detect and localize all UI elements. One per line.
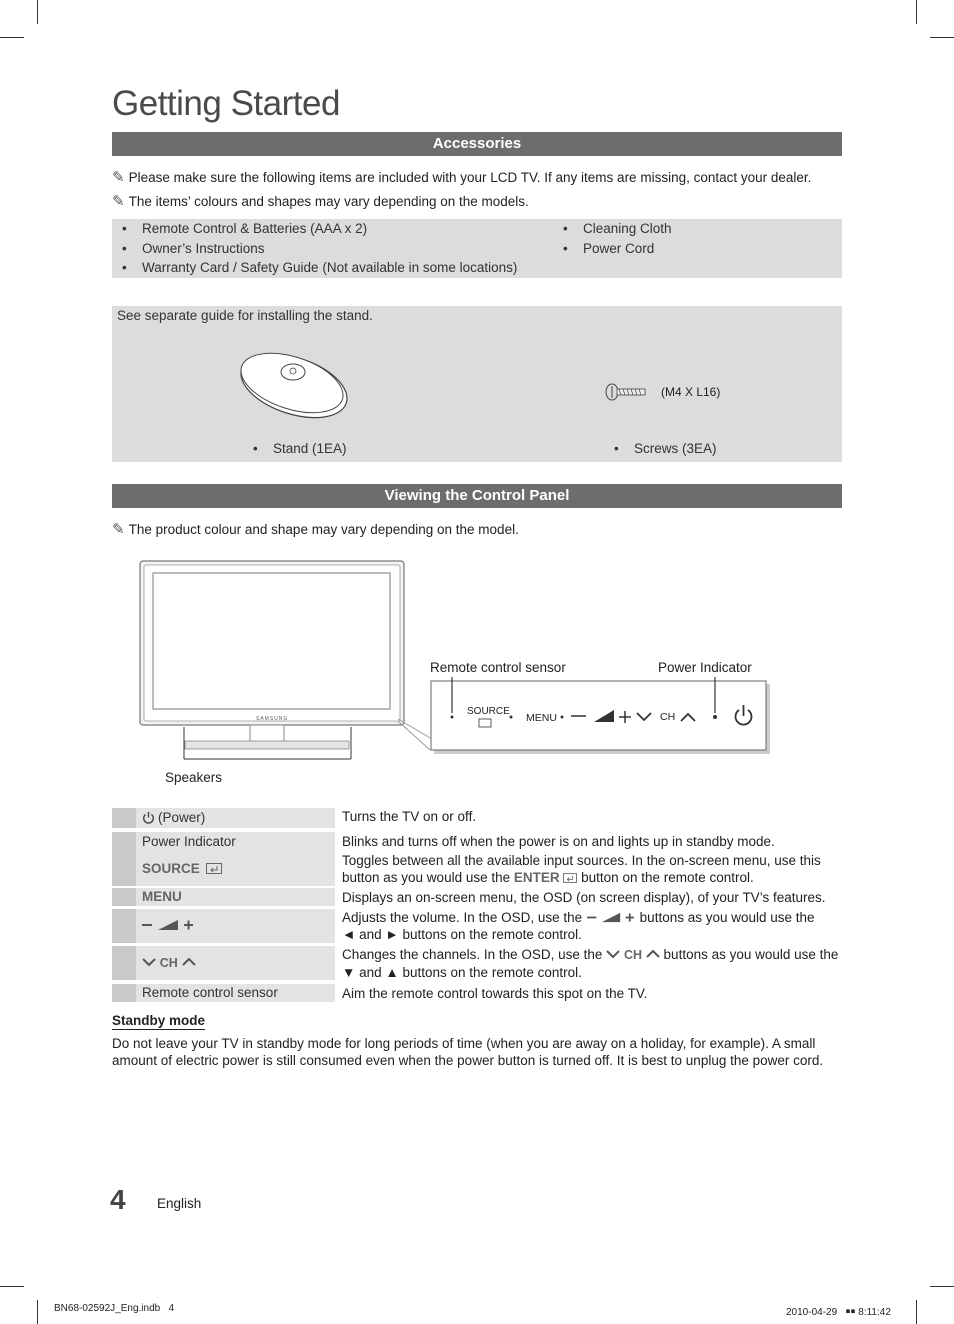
standby-text: Do not leave your TV in standby mode for long periods of time (when you are away on a holiday, for example). A small amount of electric power is still consumed even when the power button is turned off. It is best to unplug the power cord.: [112, 1036, 824, 1068]
remote-sensor-callout: Remote control sensor: [430, 660, 566, 675]
crop-mark: [37, 0, 38, 24]
table-cell-desc: Blinks and turns off when the power is on and lights up in standby mode.: [342, 834, 775, 849]
table-cell-label: [136, 909, 335, 943]
crop-mark: [0, 1286, 24, 1287]
table-row: [112, 808, 842, 828]
table-cell-label: SOURCE: [136, 852, 335, 886]
list-item: • Owner’s Instructions: [112, 239, 517, 259]
table-cell-desc: Turns the TV on or off.: [342, 809, 477, 824]
chevron-down-icon: [142, 957, 156, 967]
table-cell-label: CH: [136, 946, 335, 980]
table-row: [112, 852, 842, 886]
note-pencil-icon: ✎: [112, 521, 125, 538]
table-row: [112, 832, 842, 852]
chevron-down-icon: [606, 949, 620, 959]
table-cell-label: MENU: [136, 888, 335, 906]
accessories-note-1: ✎ Please make sure the following items are included with your LCD TV. If any items are missing, contact your dealer.: [112, 169, 812, 186]
table-cell-label: Remote control sensor: [136, 984, 335, 1002]
stand-box: [112, 306, 842, 462]
accessories-heading: Accessories: [112, 132, 842, 156]
volume-icon: [586, 912, 636, 923]
screw-icon: [604, 382, 650, 402]
standby-heading: Standby mode: [112, 1013, 206, 1028]
crop-mark: [916, 0, 917, 24]
screws-item: [604, 439, 717, 459]
stand-item: [243, 439, 347, 459]
table-row: [112, 888, 842, 906]
table-cell-desc: Adjusts the volume. In the OSD, use the buttons as you would use the ◄ and ► buttons on the remote control.: [342, 910, 815, 942]
speakers-callout: Speakers: [165, 770, 223, 785]
accessories-list-left: [112, 219, 517, 278]
stand-note: See separate guide for installing the stand.: [117, 308, 373, 323]
accessories-note-2: ✎ The items’ colours and shapes may vary depending on the models.: [112, 193, 529, 210]
table-row: [112, 946, 842, 980]
power-indicator-callout: Power Indicator: [658, 660, 752, 675]
crop-mark: [0, 37, 24, 38]
table-cell-desc: Toggles between all the available input sources. In the on-screen menu, use this button as you would use the ENTER button on the remote control.: [342, 853, 821, 885]
power-icon: [142, 811, 155, 824]
panel-menu-button: MENU: [526, 712, 557, 724]
control-panel-note: ✎ The product colour and shape may vary depending on the model.: [112, 521, 519, 538]
note-pencil-icon: ✎: [112, 193, 125, 210]
table-cell-label: Power Indicator: [136, 832, 335, 852]
note-pencil-icon: ✎: [112, 169, 125, 186]
chevron-up-icon: [182, 957, 196, 967]
page-title: Getting Started: [112, 84, 340, 123]
table-row: [112, 909, 842, 943]
table-cell-label: (Power): [136, 808, 335, 828]
tv-brand-logo: SAMSUNG: [256, 716, 289, 722]
crop-mark: [37, 1300, 38, 1324]
screw-spec: (M4 X L16): [661, 385, 721, 399]
table-row: [112, 984, 842, 1002]
panel-ch-button: CH: [660, 711, 676, 723]
chevron-up-icon: [646, 949, 660, 959]
accessories-list-right: [553, 219, 672, 258]
volume-icon: [142, 919, 194, 931]
crop-mark: [916, 1300, 917, 1324]
footer-timestamp: 2010-04-29 ￭￭ 8:11:42: [786, 1307, 891, 1318]
list-item: • Screws (3EA): [604, 439, 717, 459]
enter-icon: [563, 873, 577, 883]
footer-language: English: [157, 1196, 202, 1211]
page-number: 4: [110, 1184, 126, 1215]
footer-file-name: BN68-02592J_Eng.indb 4: [54, 1303, 175, 1314]
panel-source-button: SOURCE: [467, 706, 510, 717]
stand-image: [236, 350, 352, 420]
accessories-list-box: [112, 219, 842, 278]
table-cell-desc: Changes the channels. In the OSD, use the CH buttons as you would use the ▼ and ▲ buttons on the remote control.: [342, 947, 839, 980]
crop-mark: [930, 1286, 954, 1287]
control-panel-heading: Viewing the Control Panel: [112, 484, 842, 508]
control-table: [112, 808, 842, 1002]
table-cell-desc: Displays an on-screen menu, the OSD (on screen display), of your TV’s features.: [342, 890, 826, 905]
list-item: • Remote Control & Batteries (AAA x 2): [112, 219, 517, 239]
list-item: • Cleaning Cloth: [553, 219, 672, 239]
crop-mark: [930, 37, 954, 38]
list-item: • Stand (1EA): [243, 439, 347, 459]
enter-icon: [206, 863, 222, 874]
table-cell-desc: Aim the remote control towards this spot on the TV.: [342, 986, 648, 1001]
list-item: • Power Cord: [553, 239, 672, 259]
list-item: • Warranty Card / Safety Guide (Not available in some locations): [112, 258, 517, 278]
